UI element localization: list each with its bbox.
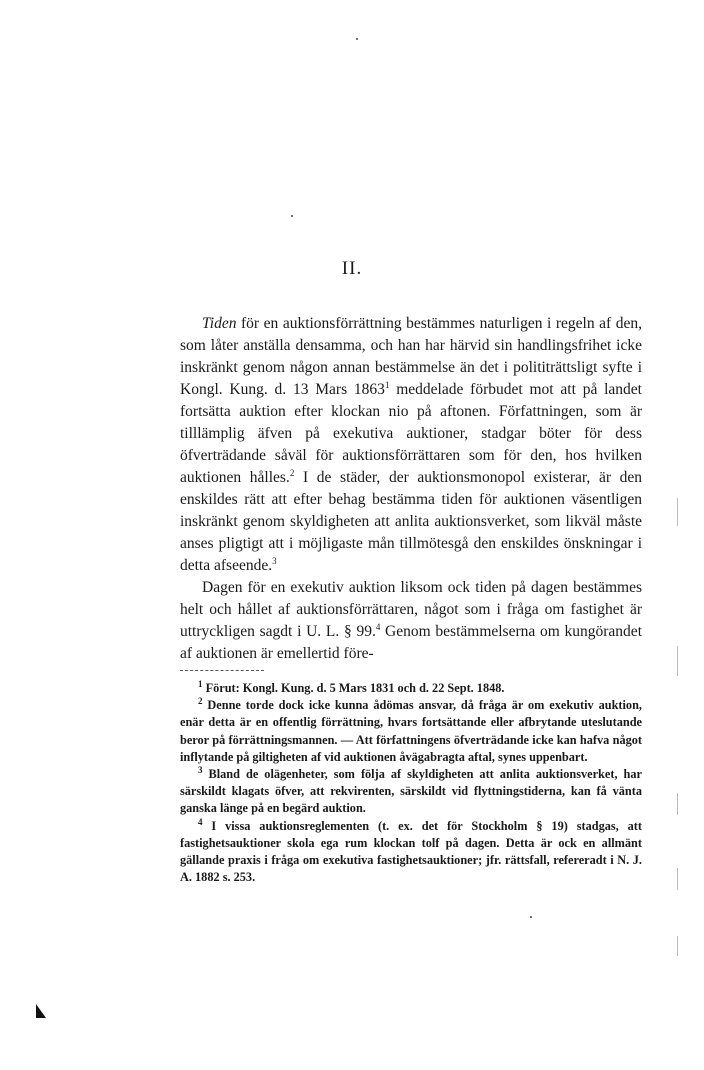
footnote-mark: 3 — [198, 764, 203, 775]
footnote-2 — [180, 697, 642, 766]
paragraph-1 — [180, 313, 642, 577]
footnote-ref[interactable]: 1 — [384, 379, 390, 390]
paragraph-text: meddelade förbudet mot att på landet fortsätta auktion efter klockan nio på aftonen. Författningen, som är tilllämplig äfven på exekutiva auktioner, stadgar böter för dess öfverträdande såväl för auktionsförrättaren som för den, hos hvilken auktionen hålles. — [180, 381, 642, 486]
footnote-text: Förut: Kongl. Kung. d. 5 Mars 1831 och d. 22 Sept. 1848. — [202, 681, 505, 695]
lead-word: Tiden — [202, 315, 237, 332]
footnote-text: Bland de olägenheter, som följa af skyldigheten att anlita auktionsverket, har särskildt klagats öfver, att rekvirenten, särskildt vid flyttningstiderna, kan få vänta ganska länge på en begärd auktion. — [180, 767, 642, 816]
paragraph-2 — [180, 577, 642, 665]
margin-mark — [677, 793, 678, 815]
footnote-mark: 1 — [198, 678, 203, 689]
footnote-text: Denne torde dock icke kunna ådömas ansvar, då fråga är om exekutiv auktion, enär detta är en offentlig förrättning, hvars fortsättande eller afbrytande uteslutande beror på förrättningsmannen. — Att författningens öfverträdande icke kan hafva något inflytande på giltigheten af vid auktionen åvägabragta aftal, synes uppenbart. — [180, 698, 642, 764]
paragraph-text: Dagen för en exekutiv auktion liksom ock tiden på dagen bestämmes helt och hållet af auktionsförrättaren, något som i fråga om fastighet är uttryckligen sagdt i U. L. § 99. — [180, 579, 642, 640]
margin-mark — [677, 646, 678, 676]
scan-speck — [530, 916, 532, 918]
scan-speck — [356, 38, 358, 40]
margin-mark — [677, 498, 678, 526]
footnote-mark: 2 — [198, 696, 203, 707]
paragraph-text: I de städer, der auktionsmonopol existerar, är den enskildes rätt att efter behag bestämma tiden för auktionen väsentligen inskränkt genom skyldigheten att anlita auktionsverket, som likväl måste anses pligtigt att i möjligaste mån tillmötesgå den enskildes önskningar i detta afseende. — [180, 469, 643, 574]
footnote-ref[interactable]: 2 — [289, 467, 295, 478]
footnote-ref[interactable]: 4 — [375, 621, 381, 632]
paragraph-text: Genom bestämmelserna om kungörandet af auktionen är emellertid före- — [180, 623, 642, 662]
margin-mark — [677, 936, 678, 956]
page-corner-mark — [36, 1004, 46, 1018]
footnotes — [180, 680, 642, 886]
footnote-ref[interactable]: 3 — [272, 555, 277, 566]
scan-speck — [291, 215, 293, 217]
margin-mark — [677, 868, 678, 890]
footnote-mark: 4 — [198, 816, 203, 827]
paragraph-text: för en auktionsförrättning bestämmes naturligen i regeln af den, som låter anställa densamma, och han har härvid sin handlingsfrihet icke inskränkt genom någon annan bestämmelse än det i polititrättsligt syfte i Kongl. Kung. d. 13 Mars 1863 — [180, 315, 642, 398]
section-heading: II. — [341, 258, 363, 279]
footnote-1 — [180, 680, 642, 697]
footnote-3 — [180, 766, 642, 818]
body-text — [180, 313, 642, 665]
footnote-separator — [180, 670, 264, 671]
footnote-4 — [180, 818, 642, 887]
footnote-text: I vissa auktionsreglementen (t. ex. det för Stockholm § 19) stadgas, att fastighetsauktioner skola ega rum klockan tolf på dagen. Detta är ock en allmänt gällande praxis i fråga om exekutiva fastighetsauktioner; jfr. rättsfall, refereradt i N. J. A. 1882 s. 253. — [180, 818, 642, 885]
